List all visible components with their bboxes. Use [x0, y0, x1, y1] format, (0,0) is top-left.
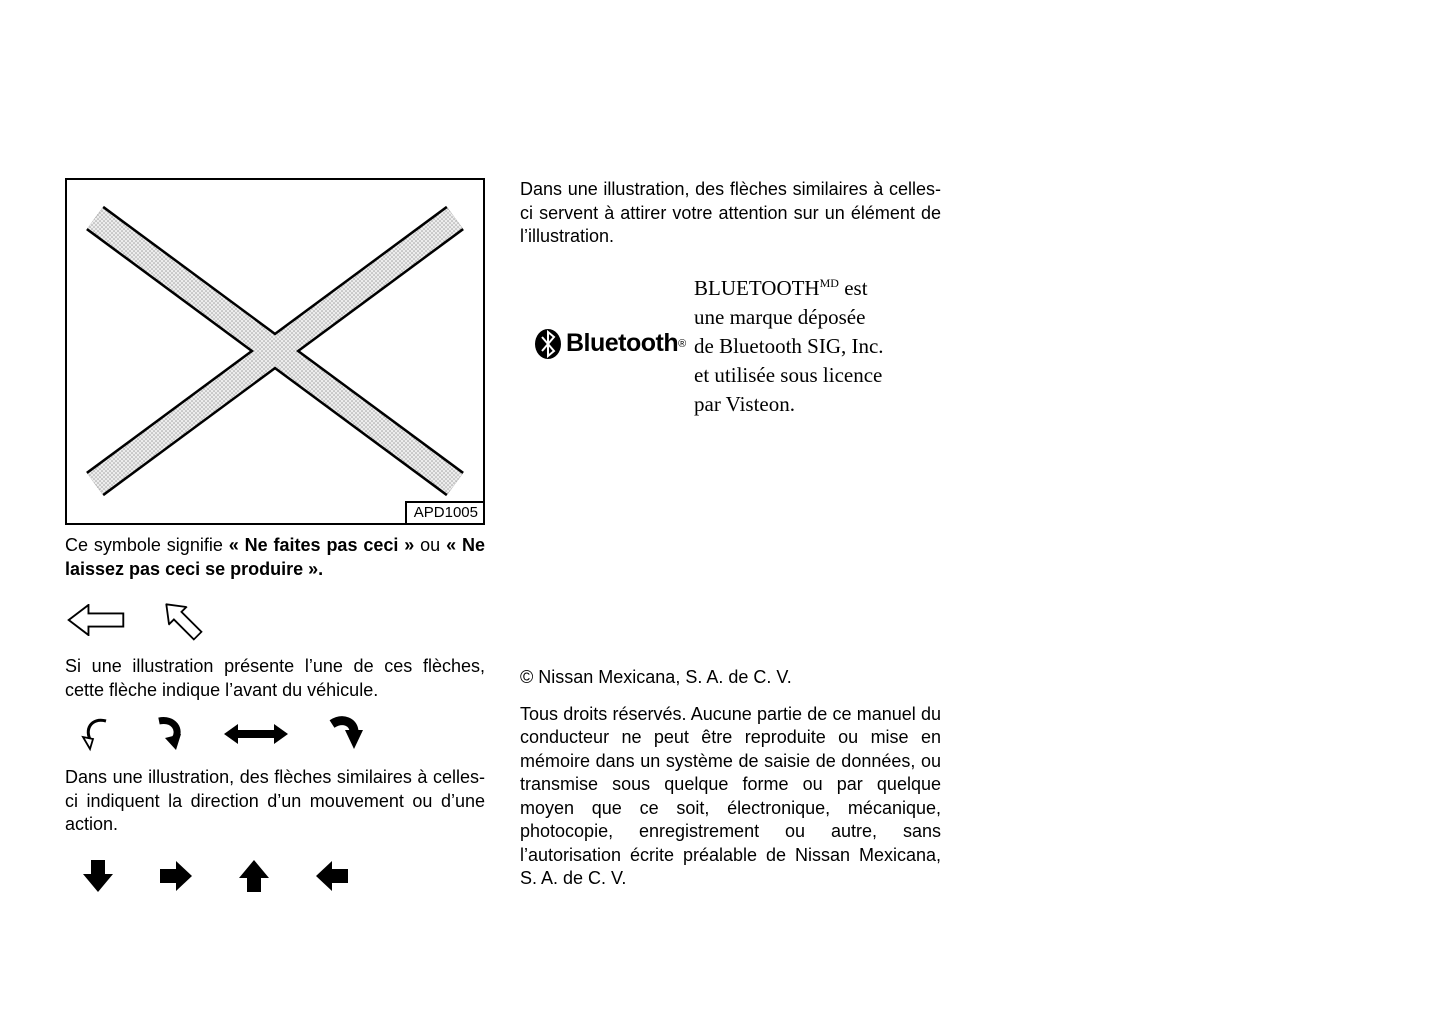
left-arrow-icon	[316, 861, 348, 891]
left-outline-arrow-icon	[67, 604, 125, 636]
up-arrow-icon	[239, 860, 269, 892]
trademark-line: de Bluetooth SIG, Inc.	[694, 333, 884, 358]
trademark-line: et utilisée sous licence	[694, 362, 883, 387]
left-column	[65, 178, 485, 897]
symbol-caption-bold-1: « Ne faites pas ceci »	[228, 535, 415, 555]
bluetooth-rune-icon	[533, 327, 563, 361]
left-right-arrow-icon	[223, 723, 289, 745]
right-column	[520, 178, 941, 891]
movement-arrow-examples	[65, 710, 485, 758]
symbol-caption-text-1: Ce symbole signifie	[65, 535, 229, 555]
bent-down-arrow-icon	[327, 715, 363, 753]
movement-arrows-text: Dans une illustration, des flèches similaires à celles-ci indiquent la direction d’un mouvement ou d’une action.	[65, 767, 485, 834]
curve-ccw-arrow-icon	[81, 715, 113, 753]
symbol-caption-text-2: ou	[414, 535, 447, 555]
up-left-outline-arrow-icon	[157, 595, 208, 646]
trademark-word: BLUETOOTH	[694, 275, 820, 300]
trademark-line: une marque déposée	[694, 304, 866, 329]
trademark-superscript: MD	[819, 275, 839, 290]
trademark-line: par Visteon.	[694, 391, 796, 416]
symbol-caption	[65, 534, 485, 581]
front-arrows-text: Si une illustration présente l’une de ces flèches, cette flèche indique l’avant du véhicule.	[65, 656, 485, 700]
symbol-caption-bold-2: « Ne laissez pas ceci se produire ».	[65, 535, 485, 579]
trademark-line	[694, 269, 941, 303]
down-arrow-icon	[83, 860, 113, 892]
figure-code: APD1005	[405, 501, 483, 523]
curve-cw-arrow-icon	[151, 715, 185, 753]
do-not-symbol-figure	[65, 178, 485, 525]
trademark-line1-rest: est	[838, 275, 868, 300]
bluetooth-section	[533, 269, 941, 419]
rights-text: Tous droits réservés. Aucune partie de ce manuel du conducteur ne peut être reproduite ou mise en mémoire dans un système de saisie de données, ou transmise sous quelque forme ou par quelque moyen que ce soit, électronique, mécanique, photocopie, enregistrement ou autre, sans l’autorisation écrite préalable de Nissan Mexicana, S. A. de C. V.	[520, 703, 941, 888]
front-arrow-examples	[65, 593, 485, 647]
bluetooth-logo	[533, 327, 694, 361]
copyright-line: © Nissan Mexicana, S. A. de C. V.	[520, 666, 792, 687]
right-arrow-icon	[160, 861, 192, 891]
do-not-x-icon	[67, 180, 483, 523]
attention-text: Dans une illustration, des flèches similaires à celles-ci servent à attirer votre attention sur un élément de l’illustration.	[520, 179, 941, 246]
registered-mark: ®	[678, 337, 687, 350]
direction-arrow-examples	[65, 855, 485, 897]
bluetooth-trademark-text	[694, 269, 941, 419]
bluetooth-wordmark: Bluetooth	[566, 329, 679, 357]
